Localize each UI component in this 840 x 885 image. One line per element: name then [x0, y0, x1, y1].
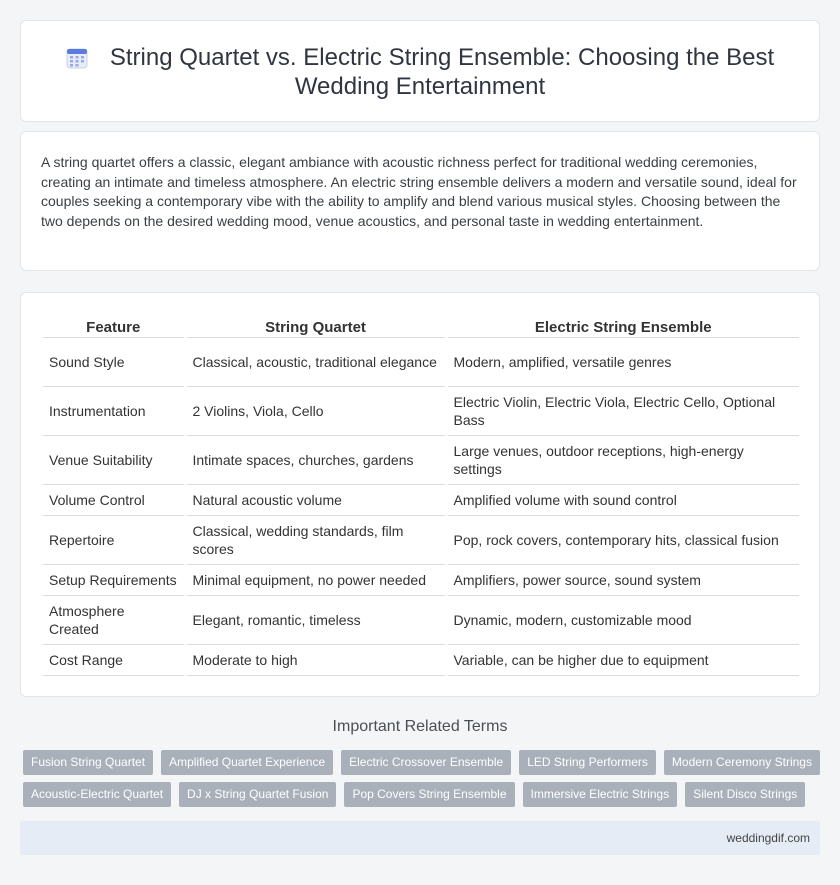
electric-cell: Amplifiers, power source, sound system — [446, 564, 799, 595]
table-row — [43, 515, 799, 564]
related-tags-row-1 — [23, 750, 823, 775]
electric-cell: Modern, amplified, versatile genres — [446, 337, 799, 386]
table-row — [43, 564, 799, 595]
related-tag[interactable]: Amplified Quartet Experience — [161, 750, 333, 775]
feature-cell: Atmosphere Created — [43, 595, 185, 644]
feature-cell: Cost Range — [43, 644, 185, 675]
table-row — [43, 644, 799, 675]
electric-cell: Variable, can be higher due to equipment — [446, 644, 799, 675]
feature-cell: Instrumentation — [43, 386, 185, 435]
header-feature: Feature — [43, 313, 185, 337]
related-tag[interactable]: LED String Performers — [519, 750, 656, 775]
related-tag[interactable]: Modern Ceremony Strings — [664, 750, 820, 775]
feature-cell: Volume Control — [43, 484, 185, 515]
related-tag[interactable]: Fusion String Quartet — [23, 750, 153, 775]
quartet-cell: 2 Violins, Viola, Cello — [185, 386, 446, 435]
footer — [20, 821, 820, 855]
page-title-wrap — [61, 43, 779, 101]
related-tag[interactable]: Electric Crossover Ensemble — [341, 750, 511, 775]
header-card — [20, 20, 820, 122]
quartet-cell: Moderate to high — [185, 644, 446, 675]
electric-cell: Large venues, outdoor receptions, high-energy settings — [446, 435, 799, 484]
electric-cell: Dynamic, modern, customizable mood — [446, 595, 799, 644]
table-header-row — [43, 313, 799, 337]
table-row — [43, 337, 799, 386]
electric-cell: Electric Violin, Electric Viola, Electric Cello, Optional Bass — [446, 386, 799, 435]
quartet-cell: Natural acoustic volume — [185, 484, 446, 515]
quartet-cell: Classical, wedding standards, film scores — [185, 515, 446, 564]
quartet-cell: Elegant, romantic, timeless — [185, 595, 446, 644]
related-tag[interactable]: Pop Covers String Ensemble — [344, 782, 514, 807]
page-title: String Quartet vs. Electric String Ensemble: Choosing the Best Wedding Entertainment — [109, 44, 775, 100]
related-tag[interactable]: DJ x String Quartet Fusion — [179, 782, 336, 807]
quartet-cell: Minimal equipment, no power needed — [185, 564, 446, 595]
comparison-card — [20, 292, 820, 697]
quartet-cell: Intimate spaces, churches, gardens — [185, 435, 446, 484]
electric-cell: Pop, rock covers, contemporary hits, classical fusion — [446, 515, 799, 564]
related-tags-row-2 — [23, 782, 823, 807]
quartet-cell: Classical, acoustic, traditional elegance — [185, 337, 446, 386]
table-row — [43, 386, 799, 435]
feature-cell: Setup Requirements — [43, 564, 185, 595]
calendar-icon — [66, 47, 88, 69]
related-terms-heading: Important Related Terms — [332, 718, 508, 735]
table-row — [43, 484, 799, 515]
comparison-table — [43, 313, 799, 676]
footer-site-link[interactable]: weddingdif.com — [726, 831, 810, 845]
feature-cell: Repertoire — [43, 515, 185, 564]
header-electric-ensemble: Electric String Ensemble — [446, 313, 799, 337]
table-row — [43, 435, 799, 484]
header-string-quartet: String Quartet — [185, 313, 446, 337]
intro-paragraph: A string quartet offers a classic, elegant ambiance with acoustic richness perfect for traditional wedding ceremonies, creating an intimate and timeless atmosphere. An electric string ensemble delivers a modern and versatile sound, ideal for couples seeking a contemporary vibe with the ability to amplify and blend various musical styles. Choosing between the two depends on the desired wedding mood, venue acoustics, and personal taste in wedding entertainment. — [41, 154, 797, 229]
intro-card — [20, 131, 820, 271]
table-row — [43, 595, 799, 644]
related-tag[interactable]: Immersive Electric Strings — [523, 782, 678, 807]
electric-cell: Amplified volume with sound control — [446, 484, 799, 515]
feature-cell: Sound Style — [43, 337, 185, 386]
related-tag[interactable]: Acoustic-Electric Quartet — [23, 782, 171, 807]
related-tag[interactable]: Silent Disco Strings — [685, 782, 805, 807]
feature-cell: Venue Suitability — [43, 435, 185, 484]
